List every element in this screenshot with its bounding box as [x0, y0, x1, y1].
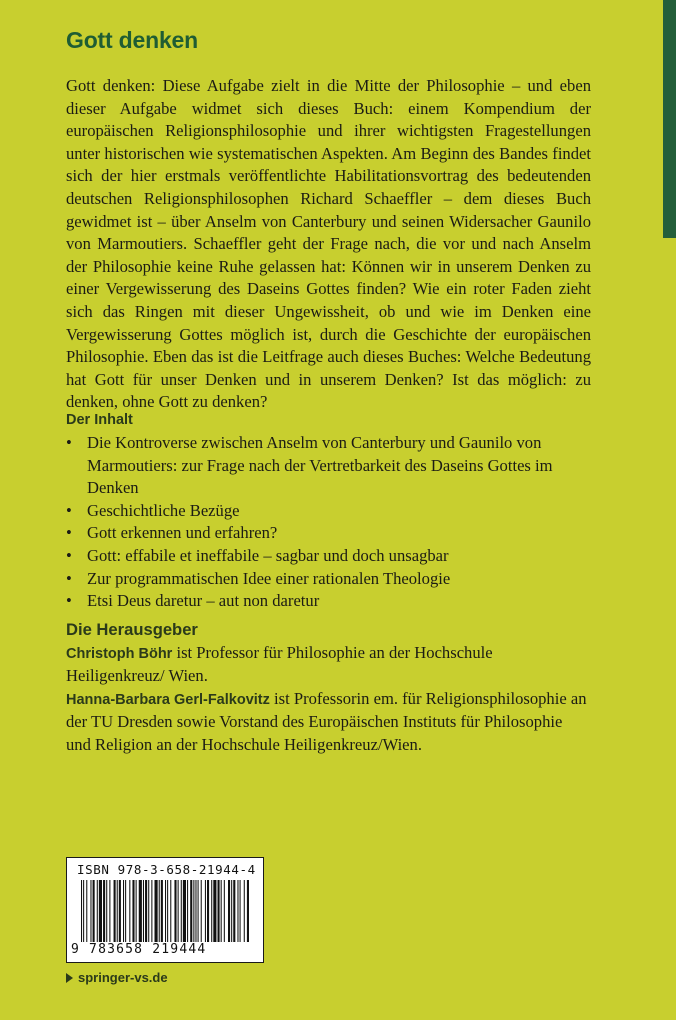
editor-entry [66, 688, 591, 757]
barcode-bar [231, 880, 232, 942]
barcode-bar [183, 880, 186, 942]
barcode-bar [125, 880, 126, 942]
list-item-text: Geschichtliche Bezüge [87, 500, 240, 520]
barcode-bars [81, 880, 251, 942]
barcode-bar [247, 880, 249, 942]
list-item-text: Gott: effabile et ineffabile – sagbar und doch unsagbar [87, 545, 449, 565]
list-item-text: Etsi Deus daretur – aut non daretur [87, 591, 320, 611]
contents-list [66, 432, 596, 613]
barcode-bar [198, 880, 199, 942]
barcode-bar [174, 880, 176, 942]
barcode-bar [145, 880, 147, 942]
barcode-bar [224, 880, 225, 942]
editor-name: Hanna-Barbara Gerl-Falkovitz [66, 691, 270, 708]
barcode-bar [83, 880, 84, 942]
barcode-bar [129, 880, 130, 942]
bullet-icon: • [66, 500, 72, 520]
barcode-bar [99, 880, 102, 942]
list-item [66, 590, 596, 613]
barcode-bar [81, 880, 82, 942]
barcode-bar [237, 880, 238, 942]
bullet-icon: • [66, 433, 72, 452]
barcode-bar [106, 880, 107, 942]
barcode-bar [187, 880, 188, 942]
barcode-bar [132, 880, 134, 942]
barcode-bar [159, 880, 160, 942]
isbn-label: ISBN 978-3-658-21944-4 [77, 862, 256, 877]
barcode-bar [109, 880, 110, 942]
list-item [66, 432, 596, 500]
barcode-bar [155, 880, 158, 942]
barcode-bar [114, 880, 116, 942]
accent-bar [663, 0, 676, 238]
bullet-icon: • [66, 591, 72, 611]
barcode-bar [151, 880, 152, 942]
barcode-bar [221, 880, 222, 942]
list-item [66, 500, 596, 523]
editor-name: Christoph Böhr [66, 645, 173, 662]
barcode-bar [240, 880, 241, 942]
website-label: springer-vs.de [78, 970, 168, 985]
barcode-bar [170, 880, 171, 942]
barcode-bar [181, 880, 182, 942]
barcode-bar [190, 880, 192, 942]
barcode-bar [205, 880, 206, 942]
editors-heading: Die Herausgeber [66, 620, 198, 639]
barcode-bar [178, 880, 179, 942]
barcode-bar [97, 880, 98, 942]
book-description: Gott denken: Diese Aufgabe zielt in die Mitte der Philosophie – und eben dieser Aufgabe widmet sich dieses Buch: einem Kompendium der europäischen Religionsphilosophie und ihrer wichtigsten Fragestellungen unter historischen wie systematischen Aspekten. Am Beginn des Bandes findet sich der hier erstmals veröffentlichte Habilitationsvortrag des bedeutenden deutschen Religionsphilosophen Richard Schaeffler – dem dieses Buch gewidmet ist – über Anselm von Canterbury und seinen Widersacher Gaunilo von Marmoutiers. Schaeffler geht der Frage nach, die vor und nach Anselm der Philosophie keine Ruhe gelassen hat: Können wir in unserem Denken zu einer Vergewisserung des Daseins Gottes finden? Wie ein roter Faden zieht sich das Ringen mit dieser Ungewissheit, ob und wie im Denken eine Vergewisserung Gottes möglich ist, durch die Geschichte der europäischen Philosophie. Eben das ist die Leitfrage auch dieses Buches: Welche Bedeutung hat Gott für unser Denken und in unserem Denken? Ist das möglich: zu denken, ohne Gott zu denken? [66, 76, 591, 412]
list-item [66, 545, 596, 568]
barcode-bar [143, 880, 144, 942]
barcode-bar [201, 880, 202, 942]
book-title: Gott denken [66, 27, 198, 53]
list-item [66, 568, 596, 591]
list-item [66, 522, 596, 545]
barcode-bar [211, 880, 212, 942]
isbn-barcode [66, 857, 264, 963]
barcode-bar [117, 880, 118, 942]
barcode-bar [167, 880, 168, 942]
barcode-bar [228, 880, 230, 942]
barcode-bar [123, 880, 124, 942]
bullet-icon: • [66, 545, 72, 565]
website-link[interactable] [66, 970, 168, 985]
barcode-digits: 9 783658 219444 [71, 942, 207, 957]
barcode-bar [93, 880, 95, 942]
bullet-icon: • [66, 568, 72, 588]
barcode-bar [193, 880, 194, 942]
contents-heading: Der Inhalt [66, 412, 133, 428]
arrow-right-icon [66, 973, 73, 983]
barcode-bar [233, 880, 235, 942]
editor-bio: ist Professorin em. für Religionsphilosophie an der TU Dresden sowie Vorstand des Europäischen Instituts für Philosophie und Religion an der Hochschule Heiligenkreuz/Wien. [66, 688, 587, 754]
list-item-text: Die Kontroverse zwischen Anselm von Canterbury und Gaunilo von Marmoutiers: zur Frage nach der Vertretbarkeit des Daseins Gottes im Denken [87, 433, 553, 498]
barcode-bar [103, 880, 105, 942]
barcode-bar [161, 880, 163, 942]
list-item-text: Gott erkennen und erfahren? [87, 523, 278, 543]
barcode-bar [195, 880, 196, 942]
barcode-bar [218, 880, 220, 942]
barcode-bar [165, 880, 166, 942]
bullet-icon: • [66, 523, 72, 543]
barcode-bar [244, 880, 245, 942]
barcode-bar [148, 880, 149, 942]
editor-bio: ist Professor für Philosophie an der Hochschule Heiligenkreuz/ Wien. [66, 642, 493, 686]
barcode-bar [213, 880, 216, 942]
barcode-bar [119, 880, 121, 942]
barcode-bar [86, 880, 87, 942]
editors-section [66, 619, 591, 757]
barcode-bar [207, 880, 209, 942]
contents-section [66, 412, 596, 613]
list-item-text: Zur programmatischen Idee einer rationalen Theologie [87, 568, 451, 588]
barcode-bar [136, 880, 137, 942]
barcode-bar [90, 880, 91, 942]
barcode-bar [139, 880, 142, 942]
editor-entry [66, 642, 591, 688]
